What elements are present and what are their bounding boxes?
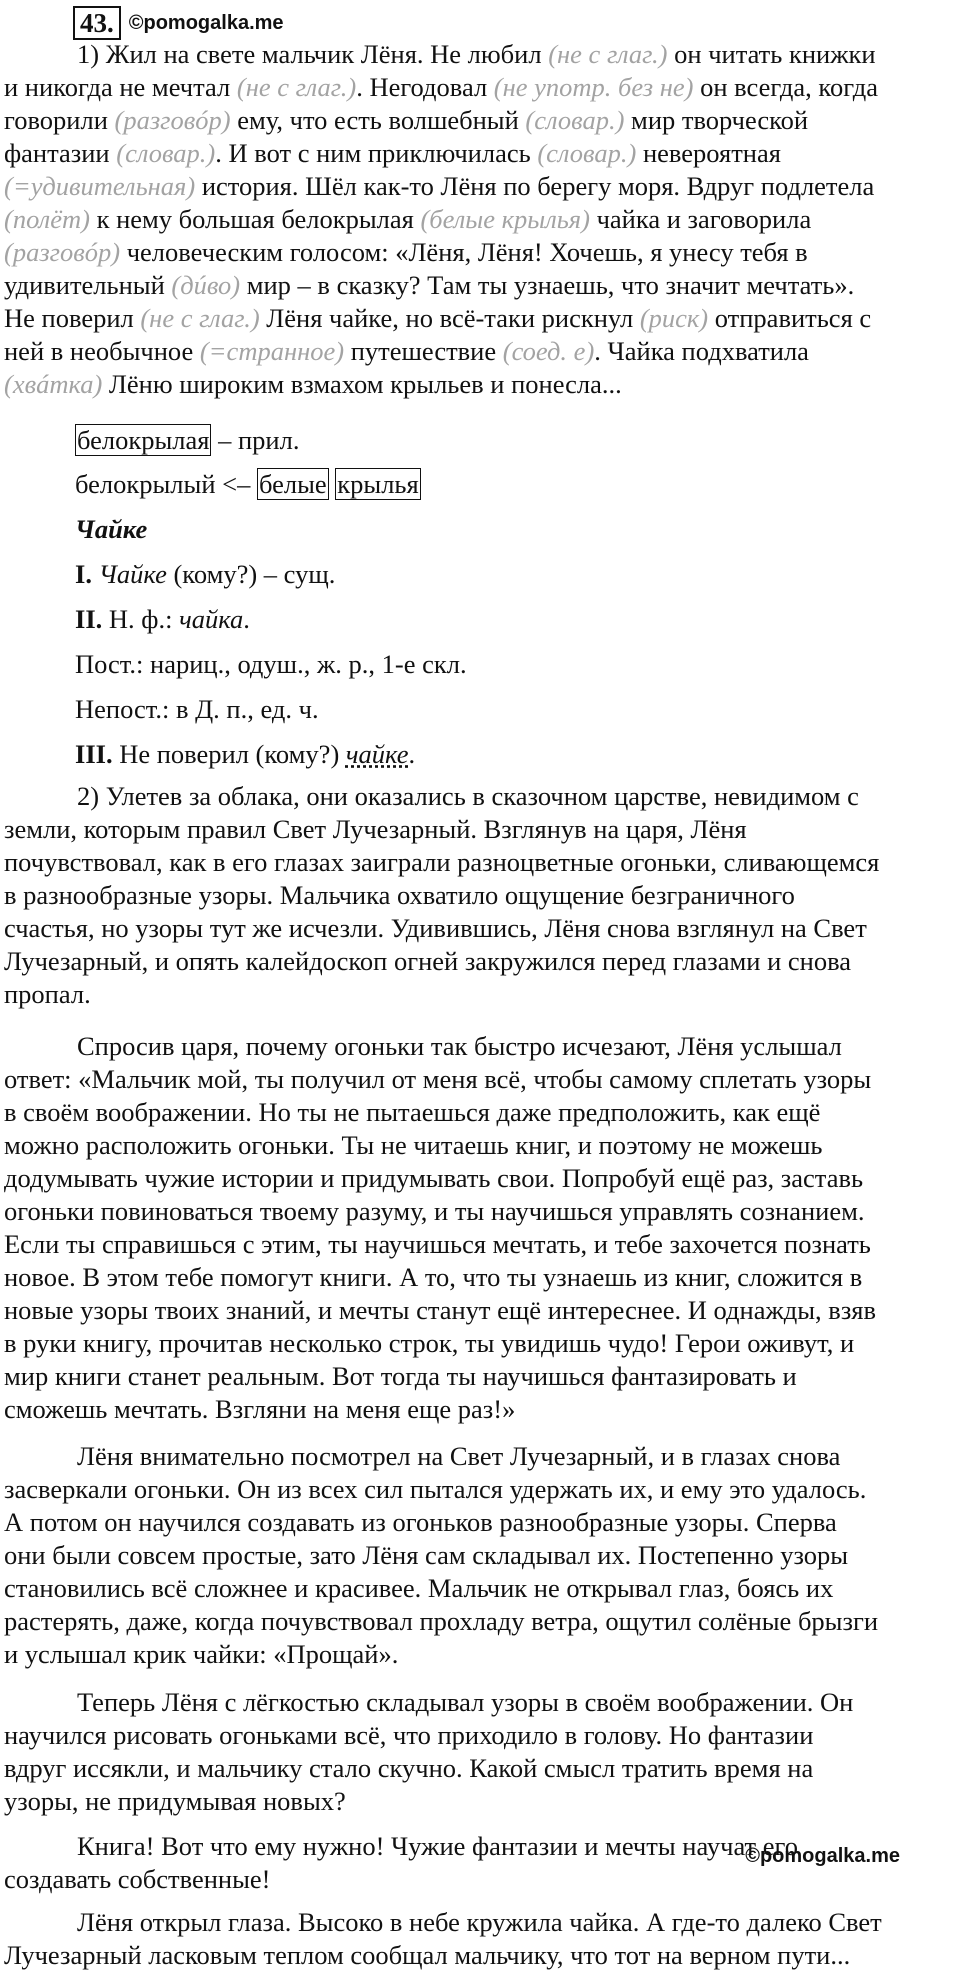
p3-line: новые узоры твоих знаний, и мечты станут ещё интереснее. И однажды, взяв xyxy=(4,1295,876,1325)
p1-line: удивительный (дúво) мир – в сказку? Там ты узнаешь, что значит мечтать». xyxy=(4,270,855,300)
analysis-point-2: II. Н. ф.: чайка. xyxy=(75,604,250,634)
paragraph-2 xyxy=(4,780,952,1011)
paragraph-3 xyxy=(4,1030,952,1426)
p3-line: в руки книгу, прочитав несколько строк, ты увидишь чудо! Герои оживут, и xyxy=(4,1328,855,1358)
analysis-point-1: I. Чайке (кому?) – сущ. xyxy=(75,559,336,589)
word-belokryly: белокрылый xyxy=(75,469,216,499)
p1-line: Не поверил (не с глаг.) Лёня чайке, но всё-таки рискнул (риск) отправиться с xyxy=(4,303,872,333)
pos-label: – прил. xyxy=(211,425,300,455)
p4-line: засверкали огоньки. Он из всех сил пытался удержать их, и ему это удалось. xyxy=(4,1474,867,1504)
exercise-number: 43. xyxy=(73,6,121,40)
p3-line: додумывать чужие истории и придумывать свои. Попробуй ещё раз, заставь xyxy=(4,1163,864,1193)
p3-line: мир книги станет реальным. Вот тогда ты научишься фантазировать и xyxy=(4,1361,797,1391)
p3-line: в своём воображении. Но ты не пытаешься даже предположить, как ещё xyxy=(4,1097,821,1127)
p3-line: ответ: «Мальчик мой, ты получил от меня всё, чтобы самому сплетать узоры xyxy=(4,1064,872,1094)
p5-line: вдруг иссякли, и мальчику стало скучно. Какой смысл тратить время на xyxy=(4,1753,814,1783)
p4-line: Лёня внимательно посмотрел на Свет Лучезарный, и в глазах снова xyxy=(77,1441,841,1471)
p2-line: почувствовал, как в его глазах заиграли разноцветные огоньки, сливающемся xyxy=(4,847,880,877)
p3-line: огоньки повиноваться твоему разуму, и ты научишься управлять сознанием. xyxy=(4,1196,865,1226)
p2-line: Лучезарный, и опять калейдоскоп огней закружился перед глазами и снова xyxy=(4,946,851,976)
p7-line: Лучезарный ласковым теплом сообщал мальчику, что тот на верном пути... xyxy=(4,1940,851,1970)
p5-line: научился рисовать огоньками всё, что приходило в голову. Но фантазии xyxy=(4,1720,814,1750)
p3-line: сможешь мечтать. Взгляни на меня еще раз!» xyxy=(4,1394,516,1424)
site-watermark: ©pomogalka.me xyxy=(128,11,284,34)
p6-line: Книга! Вот что ему нужно! Чужие фантазии и мечты научат его xyxy=(77,1831,798,1861)
p3-line: можно расположить огоньки. Ты не читаешь книг, и поэтому не можешь xyxy=(4,1130,823,1160)
p1-line: фантазии (словар.). И вот с ним приключилась (словар.) невероятная xyxy=(4,138,781,168)
p2-line: 2) Улетев за облака, они оказались в сказочном царстве, невидимом с xyxy=(77,781,859,811)
p3-line: Спросив царя, почему огоньки так быстро исчезают, Лёня услышал xyxy=(77,1031,842,1061)
exercise-header xyxy=(73,6,284,40)
p1-line: и никогда не мечтал (не с глаг.). Негодовал (не употр. без не) он всегда, когда xyxy=(4,72,879,102)
p2-line: счастья, но узоры тут же исчезли. Удивившись, Лёня снова взглянул на Свет xyxy=(4,913,867,943)
p2-line: в разнообразные узоры. Мальчика охватило ощущение безграничного xyxy=(4,880,795,910)
analysis-constant: Пост.: нариц., одуш., ж. р., 1-е скл. xyxy=(75,649,467,679)
word-belye: белые xyxy=(258,469,327,499)
p6-line: создавать собственные! xyxy=(4,1864,271,1894)
word-krylya: крылья xyxy=(337,469,419,499)
morpheme-line-1 xyxy=(75,424,299,457)
p4-line: становились всё сложнее и красивее. Мальчик не открывал глаз, боясь их xyxy=(4,1573,834,1603)
p2-line: пропал. xyxy=(4,979,91,1009)
p4-line: растерять, даже, когда почувствовал прохладу ветра, ощутил солёные брызги xyxy=(4,1606,878,1636)
p3-line: Если ты справишься с этим, ты научишься мечтать, и тебе захочется познать xyxy=(4,1229,871,1259)
analysis-heading: Чайке xyxy=(75,514,148,544)
paragraph-7 xyxy=(4,1906,952,1972)
analysis-point-3: III. Не поверил (кому?) чайке. xyxy=(75,739,416,769)
p1-line: говорили (разговóр) ему, что есть волшебный (словар.) мир творческой xyxy=(4,105,809,135)
p1-line: (хвáтка) Лёню широким взмахом крыльев и понесла... xyxy=(4,369,622,399)
word-belokrylaya: белокрылая xyxy=(77,425,210,455)
p3-line: новое. В этом тебе помогут книги. А то, что ты узнаешь из книг, сложится в xyxy=(4,1262,863,1292)
p4-line: они были совсем простые, зато Лёня сам складывал их. Постепенно узоры xyxy=(4,1540,849,1570)
site-watermark-footer: ©pomogalka.me xyxy=(745,1845,900,1867)
p1-line: (разговóр) человеческим голосом: «Лёня, Лёня! Хочешь, я унесу тебя в xyxy=(4,237,808,267)
analysis-variable: Непост.: в Д. п., ед. ч. xyxy=(75,694,319,724)
morpheme-line-2 xyxy=(75,468,421,501)
p1-line: ней в необычное (=странное) путешествие (соед. е). Чайка подхватила xyxy=(4,336,809,366)
p4-line: и услышал крик чайки: «Прощай». xyxy=(4,1639,399,1669)
arrow-text: <– xyxy=(215,469,257,499)
p1-line: (=удивительная) история. Шёл как-то Лёня по берегу моря. Вдруг подлетела xyxy=(4,171,875,201)
paragraph-5 xyxy=(4,1686,952,1818)
p5-line: узоры, не придумывая новых? xyxy=(4,1786,346,1816)
p4-line: А потом он научился создавать из огоньков разнообразные узоры. Сперва xyxy=(4,1507,837,1537)
p5-line: Теперь Лёня с лёгкостью складывал узоры в своём воображении. Он xyxy=(77,1687,854,1717)
p1-line: (полёт) к нему большая белокрылая (белые крылья) чайка и заговорила xyxy=(4,204,812,234)
p2-line: земли, которым правил Свет Лучезарный. Взглянув на царя, Лёня xyxy=(4,814,747,844)
p7-line: Лёня открыл глаза. Высоко в небе кружила чайка. А где-то далеко Свет xyxy=(77,1907,882,1937)
paragraph-1 xyxy=(4,38,952,401)
p1-line: 1) Жил на свете мальчик Лёня. Не любил (не с глаг.) он читать книжки xyxy=(77,39,876,69)
paragraph-4 xyxy=(4,1440,952,1671)
